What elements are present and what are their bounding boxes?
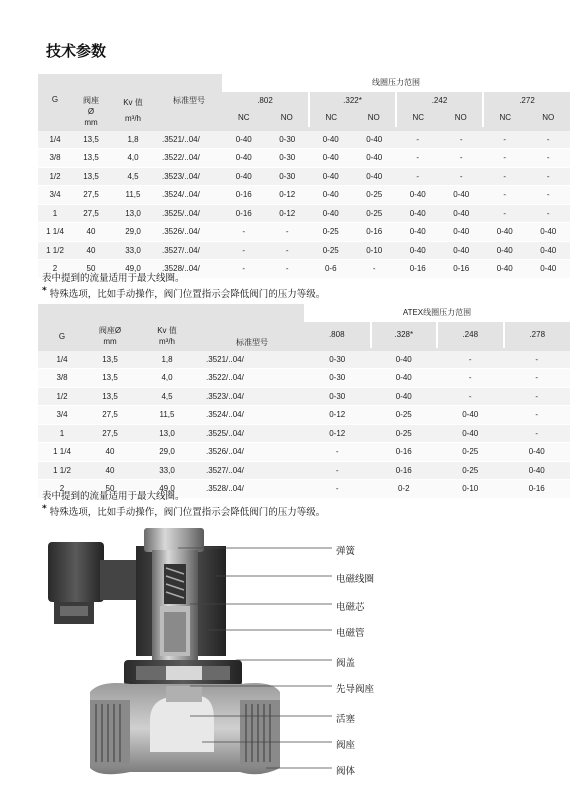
table-cell: - [504,406,571,425]
coil-322: .322* [309,92,396,110]
col-header-kv-unit: m³/h [125,113,141,123]
table-cell: - [353,260,397,279]
table-cell: 0-40 [396,204,440,223]
table-row [38,443,570,462]
table-cell: 0-12 [266,186,310,205]
table-cell: 13,5 [72,149,110,168]
table-cell: 40 [72,241,110,260]
table-cell: 0-2 [371,480,438,499]
label-solenoid-coil: 电磁线圈 [336,574,375,585]
table-cell: - [483,167,527,186]
table-cell: 0-40 [504,461,571,480]
table-cell: 0-30 [266,131,310,149]
table-cell: 0-10 [353,241,397,260]
nc-header: NC [483,109,527,127]
table-cell: 0-40 [527,260,571,279]
table-cell: - [266,260,310,279]
table1-special-note-text: 特殊选项，比如手动操作，阀门位置指示会降低阀门的压力等级。 [49,289,326,301]
table-cell: 1 [38,204,72,223]
table-cell: - [222,241,266,260]
table-cell: 0-12 [304,406,371,425]
table-cell: 0-10 [437,480,504,499]
table-cell: 1/2 [38,387,86,406]
table-cell: 0-25 [309,223,353,242]
asterisk-mark: * [42,286,47,296]
table-cell: 11,5 [110,186,156,205]
table-cell: 3/8 [38,369,86,388]
table-cell: 0-40 [483,241,527,260]
table-cell: 2 [38,480,86,499]
table2-flow-note: 表中提到的流量适用于最大线圈。 [42,491,185,502]
table-cell: 1/4 [38,131,72,149]
page-title: 技术参数 [46,42,107,60]
table-cell: - [483,186,527,205]
label-plunger-tube: 电磁管 [336,628,365,639]
table-cell: 49,0 [110,260,156,279]
atex-coil-pressure-table [38,304,570,499]
table-cell: 2 [38,260,72,279]
coil-328: .328* [371,322,438,348]
connector-plug [48,542,140,624]
table-cell: 3/8 [38,149,72,168]
col-header-seat-label: 阀座Ø [98,326,122,335]
table-cell: 4,5 [110,167,156,186]
table-cell: .3527/..04/ [156,241,222,260]
table-row [38,241,570,260]
table-cell: 0-16 [371,443,438,462]
table-cell: 0-30 [304,369,371,388]
table-cell: - [304,443,371,462]
table-cell: - [483,204,527,223]
table-cell: 13,5 [72,167,110,186]
table-row [38,186,570,205]
table-row [38,149,570,168]
table-cell: 0-40 [222,167,266,186]
col-header-g: G [38,92,72,131]
table-cell: - [440,131,484,149]
table-cell: - [266,223,310,242]
no-header: NO [353,109,397,127]
table-row [38,387,570,406]
table-cell: 0-40 [222,131,266,149]
table-cell: 13,0 [110,204,156,223]
table-cell: - [222,223,266,242]
table-cell: 0-40 [396,186,440,205]
label-valve-body: 阀体 [336,766,356,777]
table-row [38,223,570,242]
col-header-seat [72,92,110,131]
coil-pressure-header: 线圈压力范围 [222,74,570,92]
table-cell: 0-40 [396,223,440,242]
table-cell: 3/4 [38,186,72,205]
table-cell: 0-40 [371,387,438,406]
table-cell: - [440,167,484,186]
label-piston: 活塞 [336,714,356,725]
col-header-seat-label: 阀座 [83,95,99,105]
col-header-kv [134,322,200,351]
table-cell: 1 1/4 [38,223,72,242]
col-header-seat [86,322,134,351]
table-cell: 50 [86,480,134,499]
table-cell: 0-12 [304,424,371,443]
table-cell: 0-25 [437,443,504,462]
table-cell: 0-25 [437,461,504,480]
table2-special-note-text: 特殊选项，比如手动操作，阀门位置指示会降低阀门的压力等级。 [49,507,326,519]
table-cell: 0-40 [371,351,438,369]
col-header-seat-symbol: Ø [87,106,95,116]
table-cell: 13,5 [72,131,110,149]
table1-special-note [42,286,325,300]
table-cell: 40 [72,223,110,242]
table-cell: 0-25 [353,186,397,205]
table-cell: - [266,241,310,260]
table-cell: - [504,387,571,406]
table-cell: 0-16 [440,260,484,279]
table-cell: 27,5 [86,424,134,443]
table-cell: 29,0 [110,223,156,242]
valve-bonnet [124,660,242,686]
table-cell: - [527,131,571,149]
label-plunger: 电磁芯 [336,602,365,613]
no-header: NO [440,109,484,127]
table-cell: 0-40 [309,186,353,205]
table-cell: 1/4 [38,351,86,369]
table-cell: .3528/..04/ [156,260,222,279]
coil-278: .278 [504,322,571,348]
table-cell: 0-40 [396,241,440,260]
table-cell: - [527,204,571,223]
nc-header: NC [222,109,266,127]
col-header-seat-unit: mm [84,117,98,127]
table-cell: 0-30 [266,149,310,168]
col-header-seat-unit: mm [103,337,117,346]
table-cell: 33,0 [134,461,200,480]
label-valve-seat: 阀座 [336,740,356,751]
table-cell: 0-16 [504,480,571,499]
table-cell: 0-40 [371,369,438,388]
table-cell: 0-25 [309,241,353,260]
table-cell: 0-40 [527,223,571,242]
table-cell: 0-40 [353,167,397,186]
table-cell: 0-12 [266,204,310,223]
table-cell: - [437,387,504,406]
label-bonnet: 阀盖 [336,658,356,669]
table-cell: 4,0 [134,369,200,388]
table-cell: .3528/..04/ [200,480,304,499]
table-cell: 0-40 [309,149,353,168]
table-cell: 0-16 [222,186,266,205]
label-spring: 弹簧 [336,546,356,557]
table-cell: - [222,260,266,279]
table-cell: .3524/..04/ [200,406,304,425]
no-header: NO [527,109,571,127]
table-cell: 0-25 [371,424,438,443]
table-cell: .3523/..04/ [200,387,304,406]
table-cell: .3526/..04/ [156,223,222,242]
coil-808: .808 [304,322,371,348]
table-cell: 13,0 [134,424,200,443]
table-row [38,167,570,186]
col-header-kv-label: Kv 值 [157,326,177,335]
nc-header: NC [309,109,353,127]
table-cell: - [440,149,484,168]
col-header-model: 标准型号 [156,92,222,131]
table-cell: 3/4 [38,406,86,425]
table-cell: .3522/..04/ [200,369,304,388]
table-cell: 0-40 [504,443,571,462]
coil-802: .802 [222,92,309,110]
table-cell: 0-30 [304,351,371,369]
no-header: NO [266,109,310,127]
table-cell: 40 [86,461,134,480]
table-cell: 1 1/2 [38,241,72,260]
table-cell: .3523/..04/ [156,167,222,186]
table-cell: 1/2 [38,167,72,186]
coil-242: .242 [396,92,483,110]
table-cell: 1 [38,424,86,443]
table-cell: 0-40 [437,406,504,425]
table-cell: - [483,131,527,149]
table-cell: 0-40 [483,223,527,242]
col-header-g: G [38,322,86,351]
table-cell: 0-40 [440,186,484,205]
table2-special-note [42,504,325,518]
col-header-kv-label: Kv 值 [123,97,143,107]
valve-body [90,683,280,774]
table-cell: 0-25 [371,406,438,425]
table-cell: - [396,131,440,149]
table-cell: 40 [86,443,134,462]
coil-248: .248 [437,322,504,348]
table-cell: 33,0 [110,241,156,260]
table-row [38,424,570,443]
table-row [38,406,570,425]
table1-flow-note: 表中提到的流量适用于最大线圈。 [42,273,185,284]
table-cell: 0-40 [353,131,397,149]
col-header-kv-unit: m³/h [159,337,175,346]
table-cell: 0-16 [371,461,438,480]
table-cell: 0-6 [309,260,353,279]
table-cell: 0-40 [440,223,484,242]
table-cell: 0-40 [527,241,571,260]
table-cell: 0-30 [304,387,371,406]
table-cell: - [396,149,440,168]
table-cell: - [304,480,371,499]
table-cell: 29,0 [134,443,200,462]
table-cell: - [437,369,504,388]
table-cell: 0-40 [222,149,266,168]
table-cell: .3526/..04/ [200,443,304,462]
table-row [38,131,570,149]
table-cell: - [504,424,571,443]
table-cell: 1,8 [110,131,156,149]
table-cell: .3521/..04/ [200,351,304,369]
table-cell: - [504,351,571,369]
table-cell: .3522/..04/ [156,149,222,168]
table-cell: 0-40 [309,204,353,223]
table-row [38,461,570,480]
table-cell: - [304,461,371,480]
table-cell: 4,0 [110,149,156,168]
table-cell: 0-40 [437,424,504,443]
table-cell: .3525/..04/ [200,424,304,443]
table-cell: 27,5 [72,204,110,223]
table-cell: .3524/..04/ [156,186,222,205]
nc-header: NC [396,109,440,127]
table-cell: 1 1/2 [38,461,86,480]
solenoid-valve-cutaway-diagram [40,520,340,782]
table-row [38,204,570,223]
table-cell: 0-40 [353,149,397,168]
table-cell: 4,5 [134,387,200,406]
atex-coil-pressure-header: ATEX线圈压力范围 [304,304,570,322]
table-cell: 0-25 [353,204,397,223]
table-cell: 49,0 [134,480,200,499]
col-header-kv [110,92,156,131]
table-cell: 13,5 [86,351,134,369]
table-cell: - [437,351,504,369]
table-cell: 0-16 [396,260,440,279]
coil-272: .272 [483,92,570,110]
table-cell: 13,5 [86,387,134,406]
table-cell: 11,5 [134,406,200,425]
table-cell: - [527,149,571,168]
coil-pressure-table [38,74,570,279]
table-cell: - [527,167,571,186]
table-cell: 0-40 [440,204,484,223]
table-cell: - [483,149,527,168]
table-cell: 0-16 [222,204,266,223]
table-cell: 27,5 [86,406,134,425]
table-cell: 1,8 [134,351,200,369]
col-header-model: 标准型号 [200,322,304,351]
table-cell: 0-40 [309,131,353,149]
table-cell: .3527/..04/ [200,461,304,480]
table-cell: 0-40 [440,241,484,260]
table-cell: 27,5 [72,186,110,205]
table-cell: 0-30 [266,167,310,186]
table-cell: - [504,369,571,388]
table-cell: 50 [72,260,110,279]
table-cell: - [527,186,571,205]
table-cell: .3521/..04/ [156,131,222,149]
table-cell: 1 1/4 [38,443,86,462]
asterisk-mark: * [42,504,47,514]
table-row [38,351,570,369]
table-cell: 0-16 [353,223,397,242]
table-cell: - [396,167,440,186]
table-cell: .3525/..04/ [156,204,222,223]
table-row [38,369,570,388]
table-cell: 0-40 [483,260,527,279]
table-cell: 0-40 [309,167,353,186]
label-pilot-seat: 先导阀座 [336,684,375,695]
table-cell: 13,5 [86,369,134,388]
